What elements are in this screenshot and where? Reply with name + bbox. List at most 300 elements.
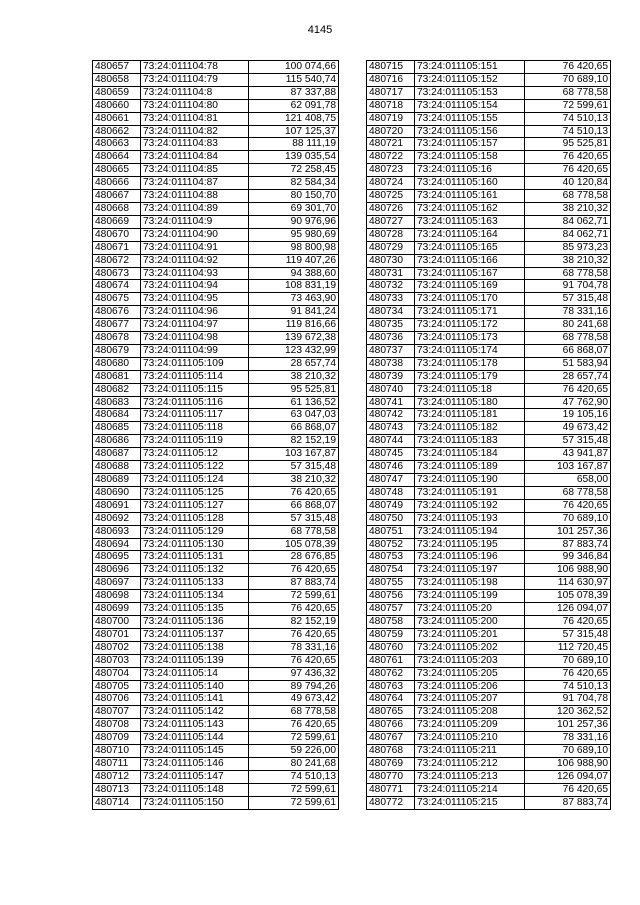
row-number: 480669 [93,215,141,228]
cadastral-number: 73:24:011104:89 [141,202,249,215]
cadastral-value: 80 241,68 [249,757,339,770]
table-row [367,615,611,628]
row-number: 480751 [367,525,415,538]
table-row [93,254,339,267]
cadastral-value: 106 988,90 [525,564,611,577]
cadastral-value: 126 094,07 [525,770,611,783]
table-row [93,357,339,370]
cadastral-number: 73:24:011105:109 [141,357,249,370]
cadastral-value: 28 657,74 [525,370,611,383]
cadastral-number: 73:24:011105:115 [141,383,249,396]
cadastral-number: 73:24:011105:119 [141,435,249,448]
table-row [93,770,339,783]
cadastral-number: 73:24:011105:152 [415,73,525,86]
table-row [93,667,339,680]
cadastral-value: 28 676,85 [249,551,339,564]
cadastral-value: 72 599,61 [249,732,339,745]
row-number: 480726 [367,202,415,215]
table-row [367,112,611,125]
cadastral-value: 38 210,32 [249,370,339,383]
row-number: 480756 [367,590,415,603]
cadastral-number: 73:24:011105:182 [415,422,525,435]
table-row [93,409,339,422]
table-row [93,796,339,809]
cadastral-number: 73:24:011105:146 [141,757,249,770]
cadastral-value: 70 689,10 [525,73,611,86]
cadastral-value: 68 778,58 [525,486,611,499]
cadastral-number: 73:24:011105:164 [415,228,525,241]
cadastral-number: 73:24:011105:130 [141,538,249,551]
cadastral-number: 73:24:011105:178 [415,357,525,370]
cadastral-number: 73:24:011105:208 [415,706,525,719]
cadastral-value: 78 331,16 [249,641,339,654]
cadastral-number: 73:24:011105:174 [415,344,525,357]
cadastral-value: 70 689,10 [525,512,611,525]
cadastral-value: 76 420,65 [525,783,611,796]
cadastral-value: 123 432,99 [249,344,339,357]
row-number: 480725 [367,190,415,203]
table-row [367,383,611,396]
cadastral-value: 73 463,90 [249,293,339,306]
row-number: 480709 [93,732,141,745]
table-row [367,641,611,654]
cadastral-number: 73:24:011104:96 [141,306,249,319]
table-row [93,745,339,758]
cadastral-value: 82 152,19 [249,435,339,448]
table-row [367,280,611,293]
table-row [93,693,339,706]
cadastral-number: 73:24:011105:125 [141,486,249,499]
row-number: 480719 [367,112,415,125]
cadastral-number: 73:24:011105:127 [141,499,249,512]
cadastral-value: 69 301,70 [249,202,339,215]
table-row [367,628,611,641]
table-row [367,538,611,551]
cadastral-value: 57 315,48 [525,293,611,306]
table-row [367,138,611,151]
row-number: 480677 [93,319,141,332]
cadastral-number: 73:24:011105:189 [415,461,525,474]
cadastral-number: 73:24:011104:87 [141,177,249,190]
cadastral-value: 82 152,19 [249,615,339,628]
table-row [367,745,611,758]
cadastral-number: 73:24:011105:117 [141,409,249,422]
row-number: 480769 [367,757,415,770]
row-number: 480659 [93,86,141,99]
cadastral-value: 68 778,58 [525,190,611,203]
cadastral-number: 73:24:011104:92 [141,254,249,267]
row-number: 480730 [367,254,415,267]
row-number: 480735 [367,319,415,332]
cadastral-number: 73:24:011105:142 [141,706,249,719]
cadastral-value: 76 420,65 [249,564,339,577]
row-number: 480742 [367,409,415,422]
cadastral-number: 73:24:011105:137 [141,628,249,641]
cadastral-value: 99 346,84 [525,551,611,564]
cadastral-value: 72 599,61 [249,590,339,603]
cadastral-number: 73:24:011105:161 [415,190,525,203]
table-row [93,332,339,345]
cadastral-number: 73:24:011105:179 [415,370,525,383]
table-row [367,461,611,474]
cadastral-number: 73:24:011105:200 [415,615,525,628]
cadastral-number: 73:24:011105:114 [141,370,249,383]
cadastral-number: 73:24:011105:171 [415,306,525,319]
row-number: 480680 [93,357,141,370]
table-row [93,215,339,228]
cadastral-value: 76 420,65 [525,164,611,177]
table-row [367,215,611,228]
cadastral-value: 43 941,87 [525,448,611,461]
cadastral-number: 73:24:011105:180 [415,396,525,409]
cadastral-value: 95 525,81 [525,138,611,151]
table-row [93,267,339,280]
row-number: 480732 [367,280,415,293]
table-row [367,732,611,745]
cadastral-value: 94 388,60 [249,267,339,280]
table-row [367,435,611,448]
cadastral-number: 73:24:011105:20 [415,603,525,616]
table-row [93,370,339,383]
cadastral-number: 73:24:011105:198 [415,577,525,590]
row-number: 480702 [93,641,141,654]
cadastral-number: 73:24:011105:196 [415,551,525,564]
row-number: 480674 [93,280,141,293]
cadastral-value: 114 630,97 [525,577,611,590]
cadastral-number: 73:24:011105:140 [141,680,249,693]
table-row [367,525,611,538]
table-row [367,796,611,809]
table-row [93,590,339,603]
cadastral-number: 73:24:011105:128 [141,512,249,525]
row-number: 480713 [93,783,141,796]
cadastral-number: 73:24:011104:82 [141,125,249,138]
table-row [93,538,339,551]
cadastral-number: 73:24:011105:183 [415,435,525,448]
cadastral-value: 76 420,65 [249,603,339,616]
table-row [93,112,339,125]
table-row [93,396,339,409]
table-row [93,603,339,616]
cadastral-number: 73:24:011105:173 [415,332,525,345]
cadastral-number: 73:24:011105:144 [141,732,249,745]
row-number: 480736 [367,332,415,345]
row-number: 480743 [367,422,415,435]
cadastral-value: 59 226,00 [249,745,339,758]
cadastral-value: 101 257,36 [525,719,611,732]
cadastral-value: 72 258,45 [249,164,339,177]
table-row [367,680,611,693]
row-number: 480675 [93,293,141,306]
cadastral-value: 72 599,61 [525,99,611,112]
row-number: 480683 [93,396,141,409]
table-row [367,61,611,74]
cadastral-number: 73:24:011105:207 [415,693,525,706]
table-row [367,332,611,345]
cadastral-number: 73:24:011105:201 [415,628,525,641]
cadastral-value: 103 167,87 [249,448,339,461]
row-number: 480723 [367,164,415,177]
cadastral-number: 73:24:011105:135 [141,603,249,616]
cadastral-value: 28 657,74 [249,357,339,370]
cadastral-number: 73:24:011105:169 [415,280,525,293]
row-number: 480673 [93,267,141,280]
cadastral-number: 73:24:011105:210 [415,732,525,745]
cadastral-value: 80 150,70 [249,190,339,203]
cadastral-value: 74 510,13 [525,125,611,138]
cadastral-number: 73:24:011105:147 [141,770,249,783]
row-number: 480708 [93,719,141,732]
table-row [367,486,611,499]
cadastral-number: 73:24:011104:9 [141,215,249,228]
cadastral-value: 76 420,65 [525,61,611,74]
table-row [93,757,339,770]
row-number: 480660 [93,99,141,112]
row-number: 480763 [367,680,415,693]
cadastral-value: 84 062,71 [525,215,611,228]
table-row [367,202,611,215]
row-number: 480710 [93,745,141,758]
cadastral-value: 80 241,68 [525,319,611,332]
row-number: 480772 [367,796,415,809]
cadastral-number: 73:24:011105:151 [415,61,525,74]
cadastral-value: 119 407,26 [249,254,339,267]
row-number: 480678 [93,332,141,345]
cadastral-value: 57 315,48 [525,435,611,448]
row-number: 480716 [367,73,415,86]
row-number: 480676 [93,306,141,319]
table-row [367,422,611,435]
cadastral-value: 90 976,96 [249,215,339,228]
table-row [367,254,611,267]
cadastral-number: 73:24:011104:91 [141,241,249,254]
cadastral-number: 73:24:011105:215 [415,796,525,809]
cadastral-number: 73:24:011105:153 [415,86,525,99]
row-number: 480722 [367,151,415,164]
cadastral-value: 72 599,61 [249,796,339,809]
table-row [93,512,339,525]
row-number: 480715 [367,61,415,74]
table-row [367,370,611,383]
table-row [367,190,611,203]
cadastral-number: 73:24:011105:157 [415,138,525,151]
table-row [93,280,339,293]
row-number: 480661 [93,112,141,125]
table-row [93,628,339,641]
cadastral-number: 73:24:011105:139 [141,654,249,667]
cadastral-value: 98 800,98 [249,241,339,254]
row-number: 480658 [93,73,141,86]
cadastral-value: 66 868,07 [525,344,611,357]
table-row [367,590,611,603]
table-row [367,551,611,564]
cadastral-number: 73:24:011105:138 [141,641,249,654]
cadastral-number: 73:24:011104:85 [141,164,249,177]
table-row [93,641,339,654]
table-row [367,73,611,86]
cadastral-number: 73:24:011104:79 [141,73,249,86]
cadastral-number: 73:24:011105:195 [415,538,525,551]
cadastral-value: 107 125,37 [249,125,339,138]
table-row [93,306,339,319]
cadastral-number: 73:24:011105:170 [415,293,525,306]
row-number: 480745 [367,448,415,461]
table-row [367,667,611,680]
cadastral-number: 73:24:011104:8 [141,86,249,99]
cadastral-value: 87 883,74 [525,796,611,809]
table-row [367,228,611,241]
cadastral-value: 82 584,34 [249,177,339,190]
cadastral-number: 73:24:011104:78 [141,61,249,74]
row-number: 480662 [93,125,141,138]
table-row [367,151,611,164]
cadastral-value: 76 420,65 [249,628,339,641]
row-number: 480693 [93,525,141,538]
cadastral-value: 57 315,48 [249,461,339,474]
cadastral-number: 73:24:011104:81 [141,112,249,125]
table-row [367,512,611,525]
row-number: 480690 [93,486,141,499]
row-number: 480687 [93,448,141,461]
cadastral-value: 57 315,48 [249,512,339,525]
table-row [93,551,339,564]
row-number: 480705 [93,680,141,693]
cadastral-number: 73:24:011105:193 [415,512,525,525]
cadastral-value: 84 062,71 [525,228,611,241]
row-number: 480747 [367,474,415,487]
cadastral-number: 73:24:011105:155 [415,112,525,125]
row-number: 480681 [93,370,141,383]
table-row [367,241,611,254]
row-number: 480682 [93,383,141,396]
cadastral-number: 73:24:011105:190 [415,474,525,487]
cadastral-value: 70 689,10 [525,654,611,667]
cadastral-value: 68 778,58 [525,86,611,99]
cadastral-value: 78 331,16 [525,306,611,319]
cadastral-number: 73:24:011105:129 [141,525,249,538]
row-number: 480734 [367,306,415,319]
table-row [93,654,339,667]
cadastral-value: 76 420,65 [525,615,611,628]
register-table-right [366,60,611,810]
cadastral-number: 73:24:011105:136 [141,615,249,628]
row-number: 480657 [93,61,141,74]
row-number: 480670 [93,228,141,241]
table-row [93,190,339,203]
cadastral-value: 78 331,16 [525,732,611,745]
cadastral-value: 103 167,87 [525,461,611,474]
cadastral-number: 73:24:011104:80 [141,99,249,112]
cadastral-value: 112 720,45 [525,641,611,654]
row-number: 480695 [93,551,141,564]
row-number: 480679 [93,344,141,357]
table-row [367,344,611,357]
page-number: 4145 [307,24,333,36]
row-number: 480768 [367,745,415,758]
cadastral-number: 73:24:011104:93 [141,267,249,280]
cadastral-number: 73:24:011105:191 [415,486,525,499]
cadastral-value: 51 583,94 [525,357,611,370]
row-number: 480766 [367,719,415,732]
cadastral-value: 101 257,36 [525,525,611,538]
row-number: 480754 [367,564,415,577]
table-row [93,615,339,628]
cadastral-number: 73:24:011105:197 [415,564,525,577]
cadastral-number: 73:24:011105:202 [415,641,525,654]
table-row [93,680,339,693]
table-row [93,344,339,357]
row-number: 480759 [367,628,415,641]
table-row [367,603,611,616]
table-row [93,448,339,461]
row-number: 480711 [93,757,141,770]
cadastral-value: 47 762,90 [525,396,611,409]
cadastral-value: 38 210,32 [249,474,339,487]
row-number: 480707 [93,706,141,719]
row-number: 480757 [367,603,415,616]
table-row [93,577,339,590]
table-row [93,564,339,577]
cadastral-number: 73:24:011105:16 [415,164,525,177]
cadastral-value: 40 120,84 [525,177,611,190]
row-number: 480691 [93,499,141,512]
table-row [367,706,611,719]
row-number: 480663 [93,138,141,151]
cadastral-value: 57 315,48 [525,628,611,641]
table-row [93,319,339,332]
cadastral-value: 91 841,24 [249,306,339,319]
row-number: 480733 [367,293,415,306]
row-number: 480764 [367,693,415,706]
table-row [367,693,611,706]
row-number: 480667 [93,190,141,203]
table-row [93,73,339,86]
cadastral-number: 73:24:011105:209 [415,719,525,732]
row-number: 480740 [367,383,415,396]
cadastral-number: 73:24:011104:99 [141,344,249,357]
row-number: 480700 [93,615,141,628]
table-row [93,435,339,448]
table-row [367,654,611,667]
table-row [93,202,339,215]
row-number: 480760 [367,641,415,654]
cadastral-number: 73:24:011105:160 [415,177,525,190]
row-number: 480746 [367,461,415,474]
row-number: 480721 [367,138,415,151]
cadastral-number: 73:24:011104:83 [141,138,249,151]
table-row [367,177,611,190]
row-number: 480765 [367,706,415,719]
row-number: 480750 [367,512,415,525]
table-row [93,474,339,487]
cadastral-number: 73:24:011105:214 [415,783,525,796]
cadastral-number: 73:24:011105:116 [141,396,249,409]
cadastral-value: 119 816,66 [249,319,339,332]
cadastral-number: 73:24:011105:156 [415,125,525,138]
table-row [93,151,339,164]
cadastral-value: 68 778,58 [249,706,339,719]
cadastral-number: 73:24:011105:158 [415,151,525,164]
table-row [93,783,339,796]
table-row [93,61,339,74]
row-number: 480672 [93,254,141,267]
row-number: 480686 [93,435,141,448]
cadastral-value: 76 420,65 [249,486,339,499]
cadastral-number: 73:24:011105:118 [141,422,249,435]
cadastral-value: 658,00 [525,474,611,487]
table-row [93,461,339,474]
row-number: 480758 [367,615,415,628]
